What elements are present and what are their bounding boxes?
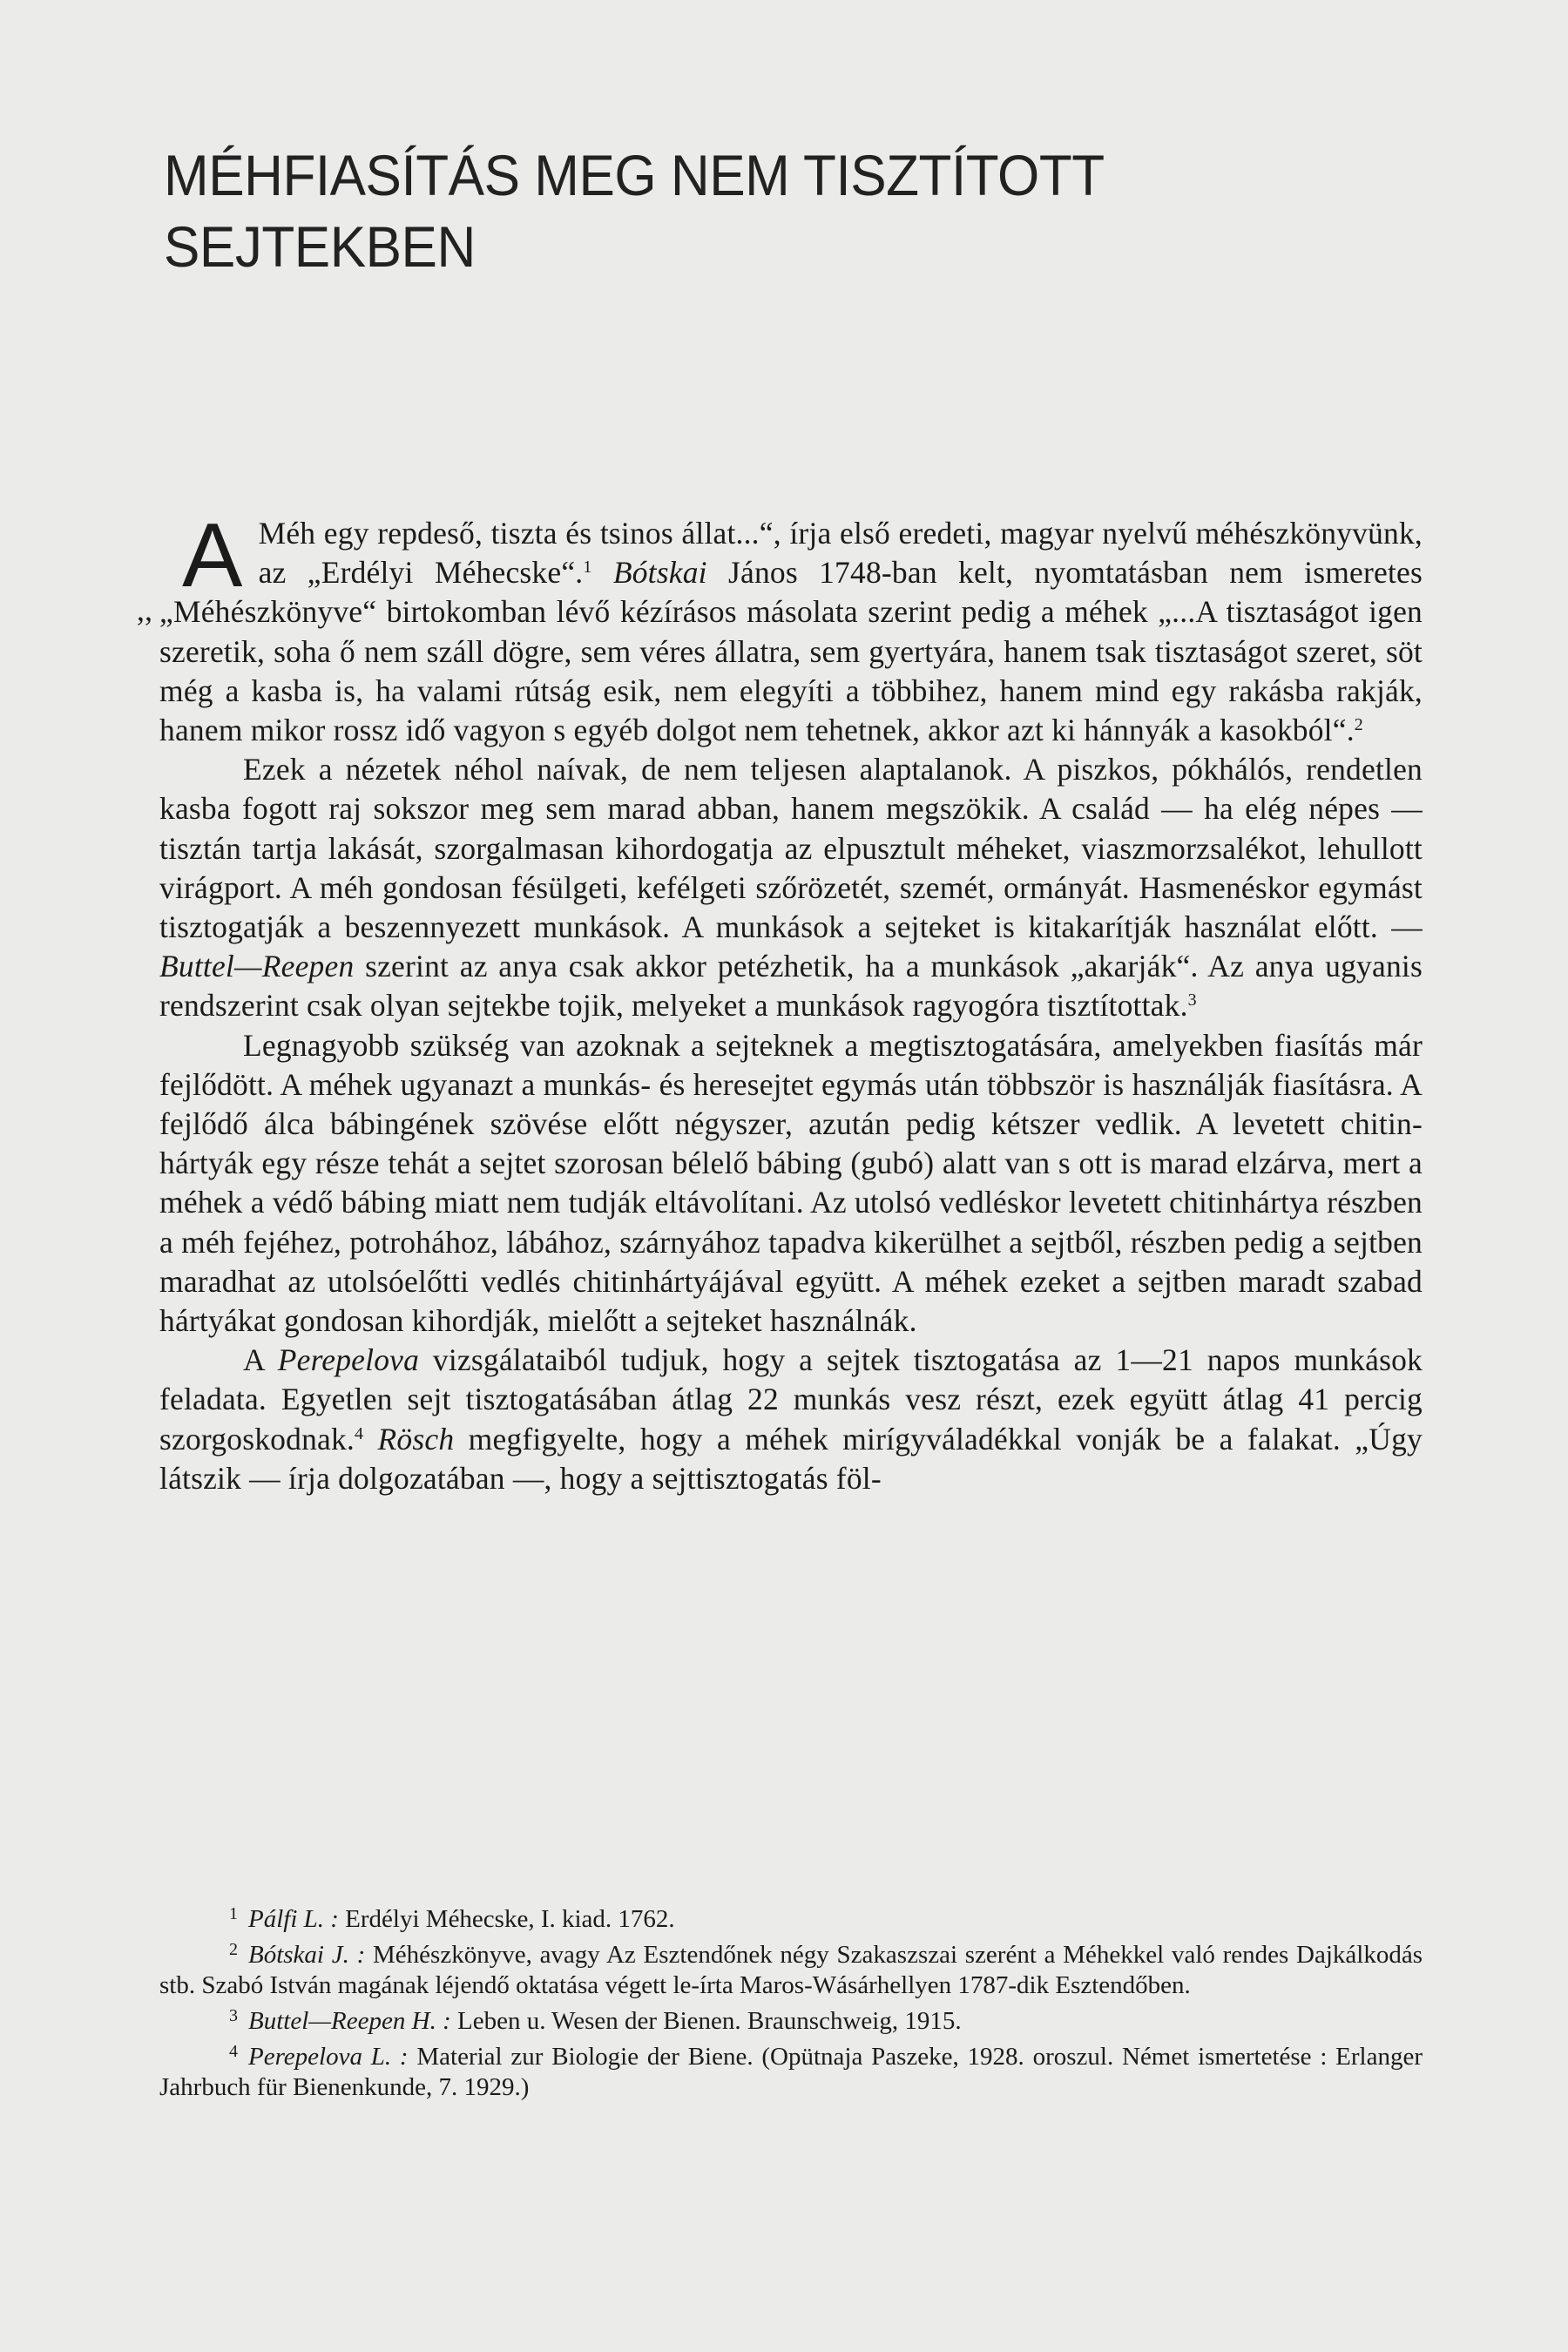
author-rosch: Rösch: [377, 1421, 455, 1456]
footnote-number: 3: [229, 2006, 238, 2025]
author-buttel-reepen: Buttel—Reepen: [159, 949, 355, 984]
footnote: [159, 2037, 1423, 2103]
paragraph-2-text-b: szerint az anya csak akkor petézhetik, ha a munkások „akarják“. Az anya ugyanis rendszerint csak olyan sejtekbe tojik, melyeket a munkások ragyogóra tisztítottak.: [159, 949, 1423, 1024]
paragraph-4-text-c: megfigyelte, hogy a méhek mirígyváladékkal vonják be a falakat. „Úgy látszik — írja dolgozatában —, hogy a sejttisztogatás föl-: [159, 1421, 1423, 1496]
footnotes: [159, 1899, 1423, 2103]
paragraph-1-text-b: János 1748-ban kelt, nyomtatásban nem ismeretes „Méhészkönyve“ birtokomban lévő kézírásos másolata szerint pedig a méhek „...A tisztaságot igen szeretik, soha ő nem száll dögre, sem véres állatra, sem gyertyára, hanem tsak tisztaságot szeret, söt még a kasba is, ha valami rútság esik, nem elegyíti a többihez, hanem mind egy rakásba rakják, hanem mikor rossz idő vagyon s egyéb dolgot nem tehetnek, akkor azt ki hánnyák a kasokból“.: [159, 555, 1423, 748]
paragraph-4-text-a: A: [243, 1342, 264, 1378]
footnote: [159, 1935, 1423, 2001]
footnote-number: 1: [229, 1904, 238, 1923]
footnote-text: Leben u. Wesen der Bienen. Braunschweig, 1915.: [456, 2007, 962, 2035]
opening-quote-mark: ,,: [137, 592, 153, 627]
paragraph-4: [159, 1341, 1423, 1498]
title-line-1: MÉHFIASÍTÁS MEG NEM TISZTÍTOTT: [164, 143, 1105, 207]
author-botskai: Bótskai: [612, 555, 707, 591]
paragraph-2-text-a: Ezek a nézetek néhol naívak, de nem teljesen alaptalanok. A piszkos, pókhálós, rendetlen kasba fogott raj sokszor meg sem marad abban, hanem megszökik. A család — ha elég népes — tisztán tartja lakását, szorgalmasan kihordogatja az elpusztult méheket, viaszmorzsalékot, lehullott virágport. A méh gondosan fésülgeti, kefélgeti szőrözetét, szemét, ormányát. Hasmenéskor egymást tisztogatják a beszennyezett munkások. A munkások a sejteket is kitakarítják használat előtt. —: [159, 752, 1423, 945]
paragraph-1-text-a: Méh egy repdeső, tiszta és tsinos állat...“, írja első eredeti, magyar nyelvű méhészkönyvünk, az „Erdélyi Méhecske“.: [258, 516, 1423, 591]
footnote-ref-3: 3: [1187, 990, 1197, 1010]
footnote: [159, 1899, 1423, 1935]
drop-cap: A: [182, 505, 243, 606]
author-perepelova: Perepelova: [277, 1342, 420, 1378]
footnote-number: 2: [229, 1940, 238, 1959]
article-body: [137, 505, 1423, 1498]
title-line-2: SEJTEKBEN: [164, 214, 476, 279]
paragraph-4-text-b: vizsgálataiból tudjuk, hogy a sejtek tisztogatása az 1—21 napos munkások feladata. Egyetlen sejt tisztogatásában átlag 22 munkás vesz részt, ezek együtt átlag 41 percig szorgoskodnak.: [159, 1342, 1423, 1456]
footnote-text: Méhészkönyve, avagy Az Esztendőnek négy Szakaszszai szerént a Méhekkel való rendes Dajkálkodás stb. Szabó István magának léjendő oktatása végett le-írta Maros-Wásárhellyen 1787-dik Esztendőben.: [159, 1941, 1423, 1999]
footnote-ref-2: 2: [1354, 715, 1363, 735]
paragraph-2: [159, 750, 1423, 1025]
footnote-ref-4: 4: [355, 1423, 364, 1443]
footnote-text: Material zur Biologie der Biene. (Opütnaja Paszeke, 1928. oroszul. Német ismertetése : Erlanger Jahrbuch für Bienenkunde, 7. 1929.): [159, 2043, 1423, 2101]
footnote: [159, 2001, 1423, 2037]
footnote-ref-1: 1: [583, 558, 592, 578]
footnote-author: Pálfi L. :: [248, 1905, 339, 1933]
footnote-text: Erdélyi Méhecske, I. kiad. 1762.: [345, 1905, 675, 1933]
page-title: [164, 139, 1343, 282]
footnote-author: Buttel—Reepen H. :: [248, 2007, 451, 2035]
footnote-author: Bótskai J. :: [248, 1941, 366, 1969]
paragraph-3: Legnagyobb szükség van azoknak a sejteknek a megtisztogatására, amelyekben fiasítás már fejlődött. A méhek ugyanazt a munkás- és heresejtet egymás után többször is használják fiasításra. A fejlődő álca bábingének szövése előtt négyszer, azután pedig kétszer vedlik. A levetett chitin-hártyák egy része tehát a sejtet szorosan bélelő bábing (gubó) alatt van s ott is marad elzárva, mert a méhek a védő bábing miatt nem tudják eltávolítani. Az utolsó vedléskor levetett chitinhártya részben a méh fejéhez, potrohához, lábához, szárnyához tapadva kikerülhet a sejtből, részben pedig a sejtben maradhat az utolsóelőtti vedlés chitinhártyájával együtt. A méhek ezeket a sejtben maradt szabad hártyákat gondosan kihordják, mielőtt a sejteket használnák.: [159, 1027, 1423, 1339]
footnote-author: Perepelova L. :: [248, 2043, 409, 2071]
paragraph-1: [137, 505, 1423, 750]
footnote-number: 4: [229, 2042, 238, 2061]
